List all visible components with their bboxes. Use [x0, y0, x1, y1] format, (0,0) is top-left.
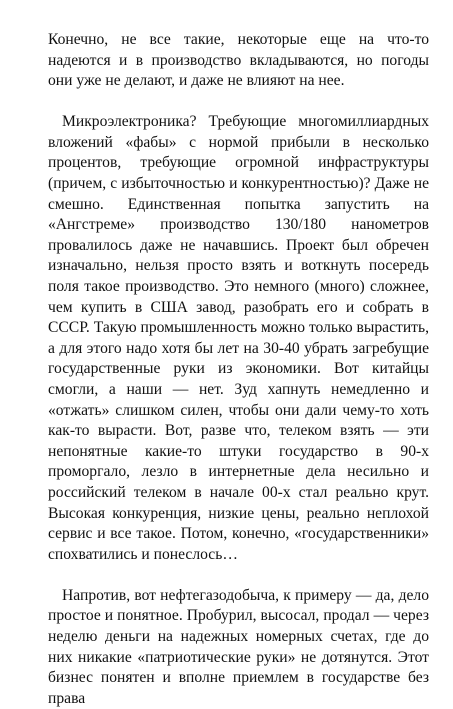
paragraph-microelectronics: Микроэлектроника? Требующие многомиллиардных вложений «фабы» с нормой прибыли в несколько процентов, требующие огромной инфраструктуры (причем, с избыточностью и конкурентностью)? Даже не смешно. Единственная попытка запустить на «Ангстреме» производство 130/180 нанометров провалилось даже не начавшись. Проект был обречен изначально, нельзя просто взять и воткнуть посередь поля такое производство. Это немного (много) сложнее, чем купить в США завод, разобрать его и собрать в СССР. Такую промышленность можно только вырастить, а для этого надо хотя бы лет на 30-40 убрать загребущие государственные руки из экономики. Вот китайцы смогли, а наши — нет. Зуд хапнуть немедленно и «отжать» слишком силен, чтобы они дали чему-то хоть как-то вырасти. Вот, разве что, телеком взять — эти непонятные какие-то штуки государство в 90-х проморгало, лезло в интернетные дела несильно и российский телеком в начале 00-х стал реально крут. Высокая конкуренция, низкие цены, реально неплохой сервис и все такое. Потом, конечно, «государственники» спохватились и понеслось…	[48, 113, 429, 563]
paragraph-consumer-goods: Конечно, не все такие, некоторые еще на что-то надеются и в производство вкладываются, но погоды они уже не делают, и даже не влияют на нее.	[48, 31, 429, 90]
paragraph-oil-gas: Напротив, вот нефтегазодобыча, к примеру — да, дело простое и понятное. Пробурил, высосал, продал — через неделю деньги на надежных номерных счетах, где до них никакие «патриотические руки» не дотянутся. Этот бизнес понятен и вполне приемлем в государстве без права	[48, 586, 429, 707]
document-page	[48, 0, 429, 707]
